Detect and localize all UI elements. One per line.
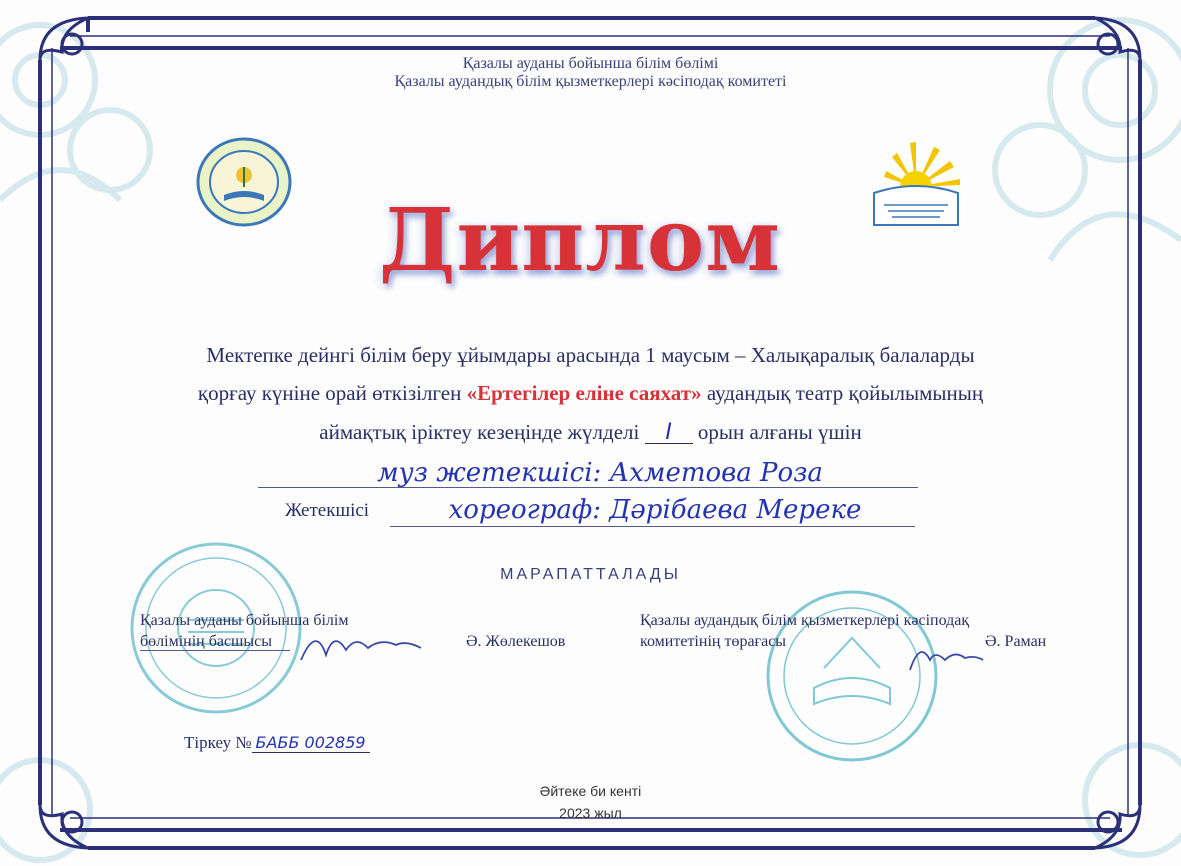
body-line-1: Мектепке дейнгі білім беру ұйымдары арасында 1 маусым – Халықаралық балаларды	[206, 343, 975, 367]
awarded-heading: МАРАПАТТАЛАДЫ	[500, 566, 681, 583]
body-line-2-after: аудандық театр қойылымының	[701, 381, 984, 405]
header-line-2: Қазалы аудандық білім қызметкерлері кәсіподақ комитеті	[394, 73, 787, 90]
right-signatory-name: Ә. Раман	[985, 633, 1047, 650]
body-line-3	[0, 420, 1181, 444]
right-signatory-title-1: Қазалы аудандық білім қызметкерлері кәсіподақ	[640, 612, 970, 629]
education-department-emblem	[196, 137, 292, 227]
registration	[184, 733, 370, 753]
left-signature-line	[140, 650, 290, 651]
handwritten-choreographer: хореограф: Дәрібаева Мереке	[448, 495, 862, 525]
leader-underline-2	[390, 526, 915, 527]
diploma-title: Диплом	[379, 190, 781, 291]
left-signatory-name: Ә. Жөлекешов	[466, 633, 566, 650]
registration-label: Тіркеу №	[184, 733, 252, 752]
issue-year: 2023 жыл	[559, 805, 622, 821]
right-handwritten-signature	[905, 630, 985, 680]
leader-underline-1	[258, 487, 918, 488]
issue-place: Әйтеке би кенті	[539, 783, 642, 799]
body-line-3-after: орын алғаны үшін	[692, 420, 862, 444]
event-name: «Ертегілер еліне саяхат»	[466, 381, 702, 405]
header-line-1: Қазалы ауданы бойынша білім бөлімі	[462, 55, 719, 72]
right-signatory-title-2: комитетінің төрағасы	[640, 633, 787, 650]
left-handwritten-signature	[296, 620, 426, 670]
registration-number: БАББ 002859	[252, 733, 370, 753]
leader-label: Жетекшісі	[285, 500, 370, 521]
place-value: I	[645, 423, 693, 444]
body-line-3-before: аймақтық іріктеу кезеңінде жүлделі	[319, 420, 645, 444]
trade-union-emblem	[864, 137, 968, 227]
body-line-2	[0, 381, 1181, 405]
handwritten-music-leader: муз жетекшісі: Ахметова Роза	[377, 458, 823, 488]
left-signatory-title-1: Қазалы ауданы бойынша білім	[140, 612, 349, 629]
left-signatory-title-2: бөлімінің басшысы	[140, 633, 272, 650]
body-line-2-before: қорғау күніне орай өткізілген	[197, 381, 467, 405]
